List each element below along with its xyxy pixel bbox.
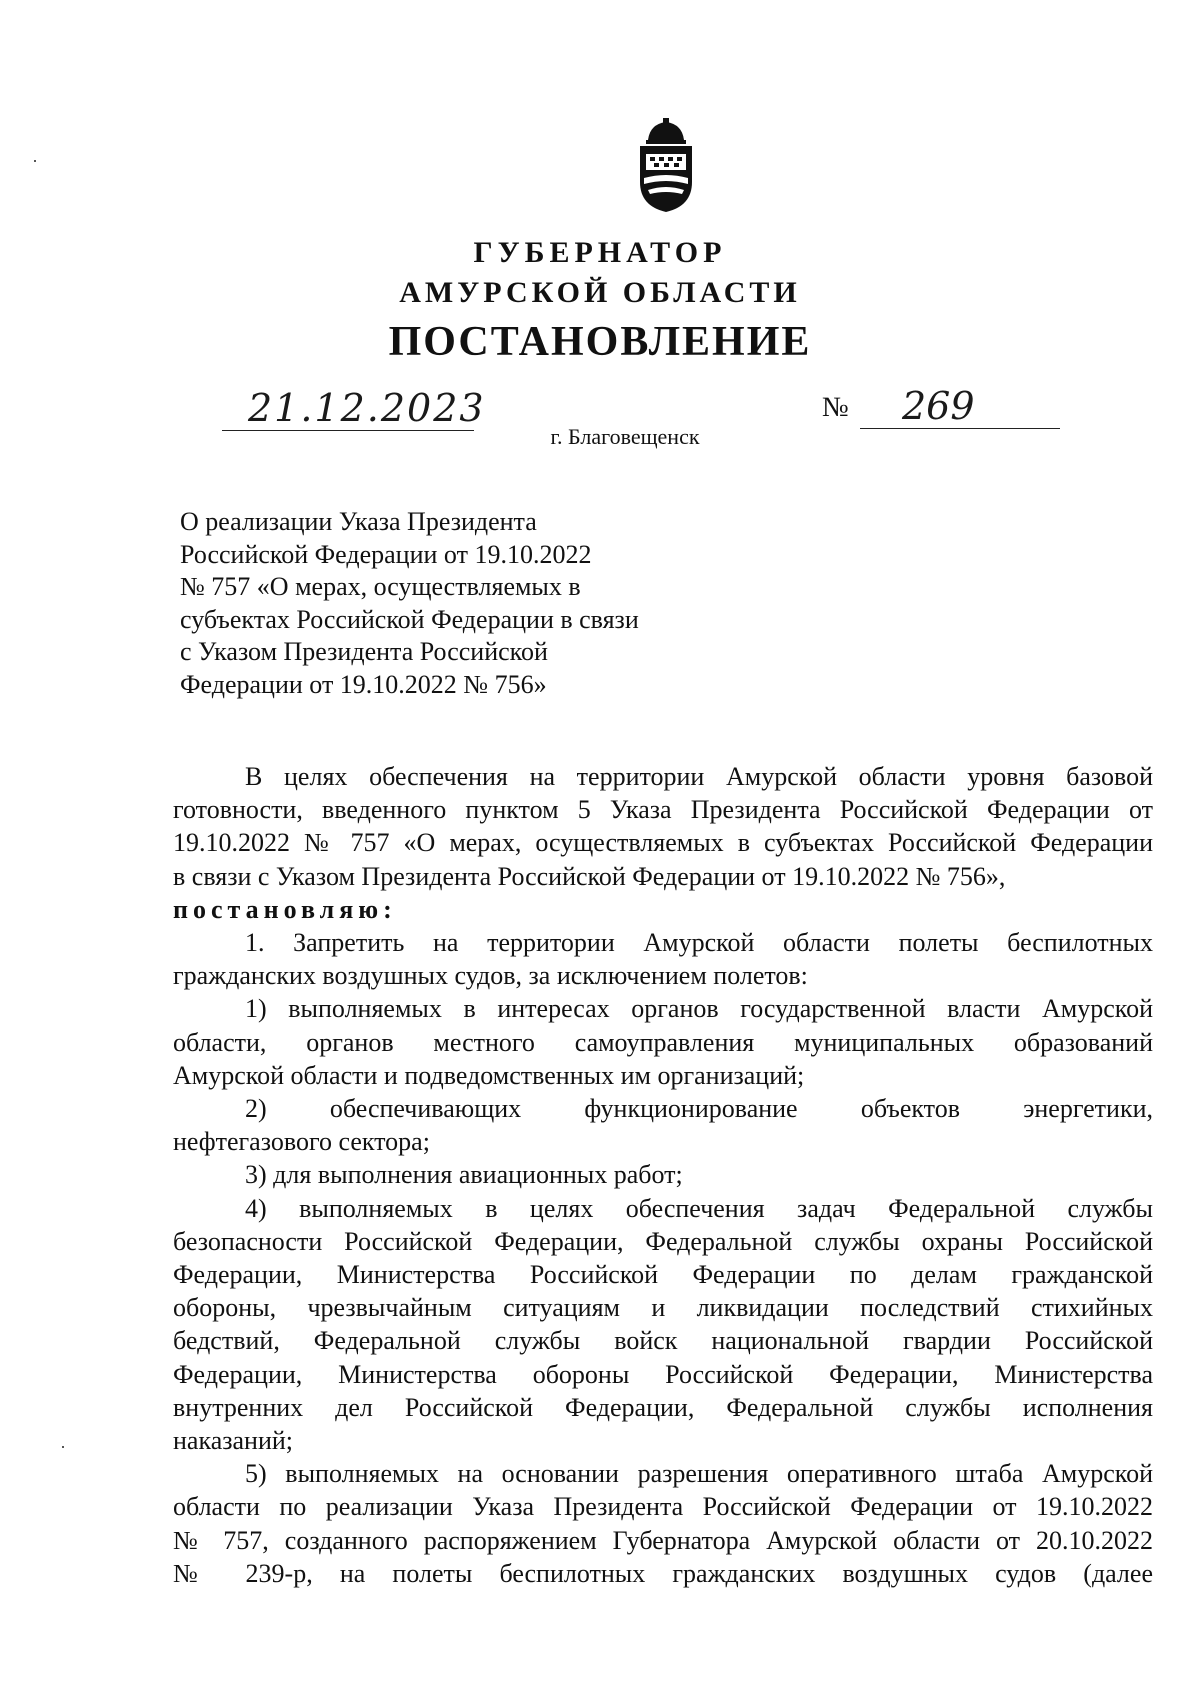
number-sign: № xyxy=(822,392,849,423)
body-line: в связи с Указом Президента Российской Федерации от 19.10.2022 № 756», xyxy=(173,861,1006,891)
body-line: готовности, введенного пунктом 5 Указа Президента Российской Федерации от xyxy=(173,795,1153,825)
body-line: бедствий, Федеральной службы войск национальной гвардии Российской xyxy=(173,1326,1153,1356)
subject-line: О реализации Указа Президента xyxy=(180,507,537,536)
scan-speck xyxy=(62,1446,64,1448)
body-line: обороны, чрезвычайным ситуациям и ликвидации последствий стихийных xyxy=(173,1293,1153,1323)
body-line: области по реализации Указа Президента Российской Федерации от 19.10.2022 xyxy=(173,1492,1153,1522)
body-line: В целях обеспечения на территории Амурской области уровня базовой xyxy=(245,762,1153,791)
body-line: внутренних дел Российской Федерации, Федеральной службы исполнения xyxy=(173,1392,1153,1422)
authority-title-line2: АМУРСКОЙ ОБЛАСТИ xyxy=(399,276,801,309)
body-line: гражданских воздушных судов, за исключением полетов: xyxy=(173,961,808,991)
body-line: наказаний; xyxy=(173,1426,294,1456)
body-line: 1. Запретить на территории Амурской области полеты беспилотных xyxy=(245,928,1153,958)
subject-line: Федерации от 19.10.2022 № 756» xyxy=(180,669,547,699)
subject-line: с Указом Президента Российской xyxy=(180,637,548,667)
scan-speck xyxy=(34,160,36,162)
body-line: № 757, созданного распоряжением Губернатора Амурской области от 20.10.2022 xyxy=(173,1525,1153,1555)
subject-line: субъектах Российской Федерации в связи xyxy=(180,604,639,634)
body-line: области, органов местного самоуправления муниципальных образований xyxy=(173,1027,1153,1057)
document-body xyxy=(173,760,1153,1590)
document-type: ПОСТАНОВЛЕНИЕ xyxy=(388,319,812,365)
subject-line: № 757 «О мерах, осуществляемых в xyxy=(180,572,581,602)
body-line: Амурской области и подведомственных им организаций; xyxy=(173,1060,805,1090)
body-line: Федерации, Министерства Российской Федерации по делам гражданской xyxy=(173,1260,1153,1290)
body-line: № 239-р, на полеты беспилотных гражданских воздушных судов (далее xyxy=(173,1558,1153,1588)
document-date: 21.12.2023 xyxy=(248,386,486,430)
subject-line: Российской Федерации от 19.10.2022 xyxy=(180,539,592,569)
document-number: 269 xyxy=(902,384,975,428)
body-line: безопасности Российской Федерации, Федеральной службы охраны Российской xyxy=(173,1226,1153,1256)
document-subject xyxy=(180,506,740,702)
body-line: Федерации, Министерства обороны Российской Федерации, Министерства xyxy=(173,1359,1153,1389)
body-line: 5) выполняемых на основании разрешения оперативного штаба Амурской xyxy=(245,1459,1153,1489)
body-line: 1) выполняемых в интересах органов государственной власти Амурской xyxy=(245,994,1153,1024)
resolution-keyword: постановляю: xyxy=(173,894,397,924)
amur-oblast-coat-of-arms-icon xyxy=(630,118,702,214)
body-line: нефтегазового сектора; xyxy=(173,1127,430,1157)
authority-title-line1: ГУБЕРНАТОР xyxy=(473,236,727,269)
body-line: 2) обеспечивающих функционирование объектов энергетики, xyxy=(245,1094,1153,1124)
body-line: 4) выполняемых в целях обеспечения задач Федеральной службы xyxy=(245,1193,1153,1223)
document-city: г. Благовещенск xyxy=(550,424,700,449)
body-line: 19.10.2022 № 757 «О мерах, осуществляемых в субъектах Российской Федерации xyxy=(173,828,1153,858)
body-line: 3) для выполнения авиационных работ; xyxy=(245,1160,683,1190)
